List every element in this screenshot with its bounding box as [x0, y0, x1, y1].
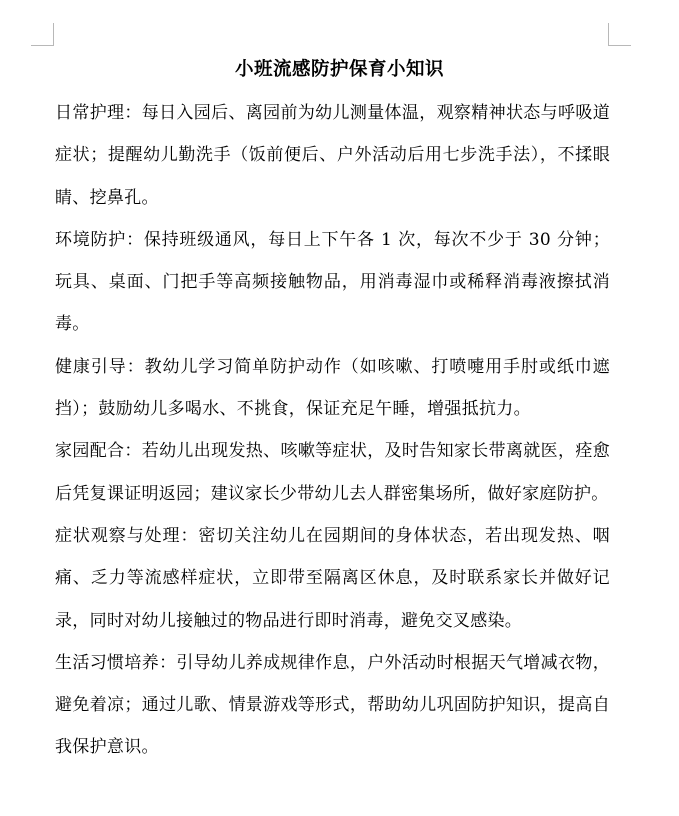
- paragraph-home-school-cooperation: 家园配合：若幼儿出现发热、咳嗽等症状，及时告知家长带离就医，痊愈后凭复课证明返园；建议家长少带幼儿去人群密集场所，做好家庭防护。: [55, 441, 610, 504]
- paragraph-environment-protection: 环境防护：保持班级通风，每日上下午各 1 次，每次不少于 30 分钟；玩具、桌面、门把手等高频接触物品，用消毒湿巾或稀释消毒液擦拭消毒。: [55, 229, 610, 335]
- document-body: [55, 92, 610, 769]
- paragraph-daily-care: 日常护理：每日入园后、离园前为幼儿测量体温，观察精神状态与呼吸道症状；提醒幼儿勤洗手（饭前便后、户外活动后用七步洗手法），不揉眼睛、挖鼻孔。: [55, 103, 610, 208]
- paragraph-habit-building: 生活习惯培养：引导幼儿养成规律作息，户外活动时根据天气增减衣物，避免着凉；通过儿歌、情景游戏等形式，帮助幼儿巩固防护知识，提高自我保护意识。: [55, 652, 610, 758]
- document-title: 小班流感防护保育小知识: [234, 59, 444, 80]
- paragraph-symptom-observation: 症状观察与处理：密切关注幼儿在园期间的身体状态，若出现发热、咽痛、乏力等流感样症状，立即带至隔离区休息，及时联系家长并做好记录，同时对幼儿接触过的物品进行即时消毒，避免交叉感染。: [55, 525, 610, 631]
- crop-mark-top-right: [609, 45, 631, 46]
- crop-mark-top-left: [31, 45, 53, 46]
- crop-mark-top-right: [608, 23, 609, 46]
- paragraph-health-guidance: 健康引导：教幼儿学习简单防护动作（如咳嗽、打喷嚏用手肘或纸巾遮挡）；鼓励幼儿多喝水、不挑食，保证充足午睡，增强抵抗力。: [55, 356, 610, 420]
- crop-mark-top-left: [53, 23, 54, 46]
